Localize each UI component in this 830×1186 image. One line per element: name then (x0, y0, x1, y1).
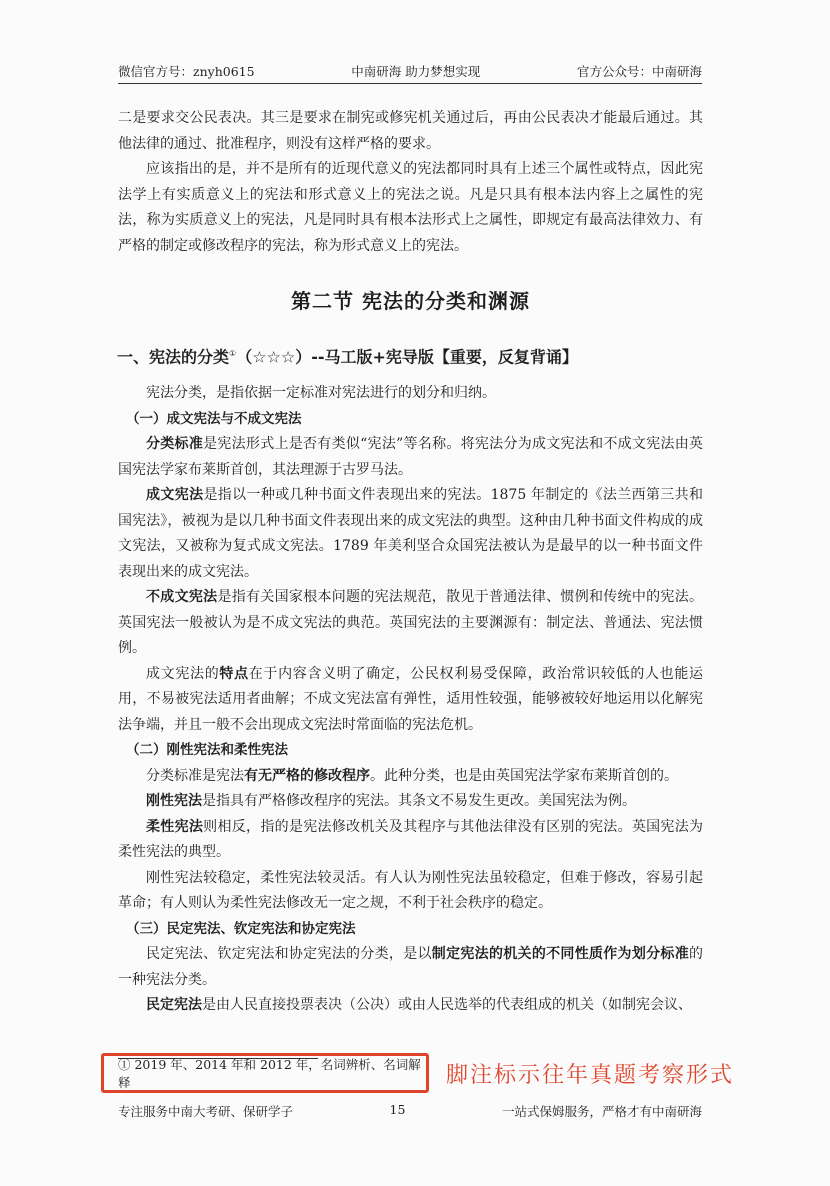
paragraph-text: 是指有关国家根本问题的宪法规范，散见于普通法律、惯例和传统中的宪法。英国宪法一般被认为是不成文宪法的典范。英国宪法的主要渊源有：制定法、普通法、宪法惯例。 (118, 589, 704, 657)
heading-text: 一、宪法的分类 (117, 346, 230, 366)
header-slogan: 中南研海 助力梦想实现 (351, 64, 481, 79)
bold-term: 成文宪法 (146, 487, 204, 504)
paragraph-text: 是由人民直接投票表决（公决）或由人民选举的代表组成的机关（如制宪会议、 (202, 997, 692, 1014)
paragraph-text: 是宪法形式上是否有类似“宪法”等名称。将宪法分为成文宪法和不成文宪法由英国宪法学家布莱斯首创，其法理源于古罗马法。 (118, 436, 704, 478)
bold-term: 分类标准 (146, 436, 204, 453)
paragraph-text: 是指以一种或几种书面文件表现出来的宪法。1875 年制定的《法兰西第三共和国宪法》，被视为是以几种书面文件表现出来的成文宪法的典型。这种由几种书面文件构成的成文宪法，又被称为复式成文宪法。1789 年美利坚合众国宪法被认为是最早的以一种书面文件表现出来的成文宪法。 (118, 487, 704, 580)
paragraph (118, 585, 703, 662)
paragraph (118, 815, 703, 866)
bold-term: 柔性宪法 (146, 818, 204, 835)
paragraph-text: 成文宪法的 (146, 665, 220, 682)
heading-note: （☆☆☆）--马工版+宪导版【重要，反复背诵】 (236, 346, 578, 366)
paragraph (118, 942, 703, 993)
heading-classification (117, 341, 703, 370)
paragraph (118, 432, 703, 483)
page-body (118, 106, 703, 1019)
paragraph: 应该指出的是，并不是所有的近现代意义的宪法都同时具有上述三个属性或特点，因此宪法学上有实质意义上的宪法和形式意义上的宪法之说。凡是只具有根本法内容上之属性的宪法，称为实质意义上的宪法，凡是同时具有根本法形式上之属性，即规定有最高法律效力、有严格的制定或修改程序的宪法，称为形式意义上的宪法。 (118, 161, 703, 254)
paragraph (118, 993, 703, 1019)
paragraph: 二是要求交公民表决。其三是要求在制宪或修宪机关通过后，再由公民表决才能最后通过。其他法律的通过、批准程序，则没有这样严格的要求。 (118, 110, 703, 152)
paragraph (118, 789, 703, 815)
paragraph (118, 662, 703, 739)
bold-term: 刚性宪法 (146, 793, 202, 810)
footer-right: 一站式保姆服务，严格才有中南研海 (501, 1104, 702, 1119)
bold-term: 特点 (219, 665, 249, 682)
bold-term: 有无严格的修改程序 (244, 767, 370, 784)
paragraph-text: 则相反，指的是宪法修改机关及其程序与其他法律没有区别的宪法。英国宪法为柔性宪法的典型。 (118, 818, 704, 861)
header-wechat: 微信官方号：znyh0615 (118, 64, 255, 79)
bold-term: 民定宪法 (146, 997, 202, 1014)
page-footer (118, 1102, 702, 1120)
bold-term: 不成文宪法 (146, 589, 218, 606)
paragraph-text: 在于内容含义明了确定，公民权利易受保障，政治常识较低的人也能运用，不易被宪法适用者曲解；不成文宪法富有弹性，适用性较强，能够被较好地运用以化解宪法争端，并且一般不会出现成文宪法时常面临的宪法危机。 (118, 665, 704, 733)
section-title: 第二节 宪法的分类和渊源 (291, 289, 530, 313)
paragraph-text: 分类标准是宪法 (146, 767, 244, 784)
paragraph: 宪法分类，是指依据一定标准对宪法进行的划分和归纳。 (146, 385, 496, 402)
bold-term: 制定宪法的机关的不同性质作为划分标准 (431, 946, 690, 963)
subheading-rigid: （二）刚性宪法和柔性宪法 (126, 742, 288, 759)
annotation-label: 脚注标示往年真题考察形式 (446, 1063, 735, 1088)
paragraph-text: 是指具有严格修改程序的宪法。其条文不易发生更改。美国宪法为例。 (202, 793, 636, 810)
paragraph (118, 483, 703, 585)
header-official: 官方公众号：中南研海 (576, 64, 702, 79)
footnote-highlight-box (101, 1053, 429, 1093)
paragraph: 刚性宪法较稳定，柔性宪法较灵活。有人认为刚性宪法虽较稳定，但难于修改，容易引起革命；有人则认为柔性宪法修改无一定之规，不利于社会秩序的稳定。 (118, 869, 703, 912)
subheading-enactment: （三）民定宪法、钦定宪法和协定宪法 (126, 920, 356, 937)
page-number: 15 (389, 1102, 406, 1117)
subheading-written: （一）成文宪法与不成文宪法 (126, 410, 302, 427)
footnote-marker: ① (229, 348, 237, 358)
footnote-text: ① 2019 年、2014 年和 2012 年，名词辨析、名词解释 (118, 1057, 421, 1090)
paragraph (118, 764, 703, 790)
paragraph-text: 民定宪法、钦定宪法和协定宪法的分类，是以 (146, 946, 432, 963)
paragraph-text: 。此种分类，也是由英国宪法学家布莱斯首创的。 (370, 767, 678, 784)
paragraph-text: 的一种宪法分类。 (118, 946, 704, 988)
page-header (118, 62, 702, 84)
footer-left: 专注服务中南大考研、保研学子 (118, 1104, 294, 1119)
